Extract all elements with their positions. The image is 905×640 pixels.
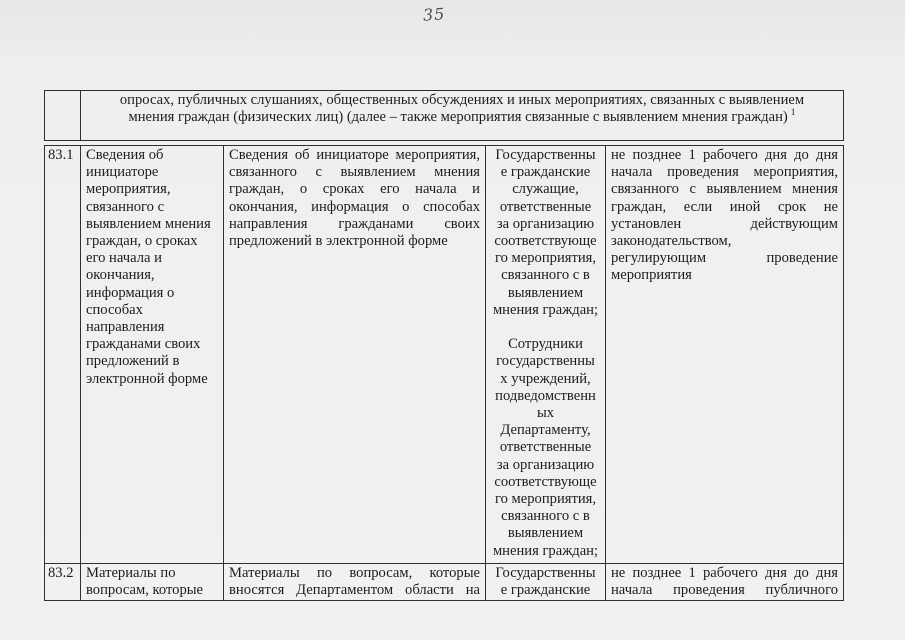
text-line: Государственны	[495, 565, 596, 581]
text-line: начала проведения мероприятия,	[611, 164, 838, 181]
text-line: граждан, о сроках	[86, 233, 198, 250]
text-line: окончания,	[86, 267, 155, 284]
text-line: за организацию	[496, 215, 595, 232]
item-name-cell	[80, 145, 224, 564]
page-number: 35	[422, 4, 446, 25]
text-line: законодательством,	[611, 233, 732, 250]
text-line: служащие,	[512, 181, 579, 198]
text-line: связанного с выявлением мнения	[229, 164, 480, 181]
text-line: х учреждений,	[500, 370, 591, 387]
text-line: ответственные	[499, 439, 592, 456]
description-cell	[223, 563, 486, 601]
text-line: е гражданские	[500, 164, 591, 181]
row-number-cell: 83.1	[44, 145, 81, 564]
text-line: не позднее 1 рабочего дня до дня	[611, 147, 838, 163]
text-line: граждан, о сроках его начала и	[229, 181, 480, 198]
text-line: направления гражданами своих	[229, 215, 480, 232]
text-line: предложений в	[86, 353, 180, 370]
deadline-cell	[605, 145, 844, 564]
header-line: опросах, публичных слушаниях, общественных обсуждениях и иных мероприятиях, связанных с выявлением	[119, 92, 805, 108]
text-line: подведомственн	[495, 387, 596, 404]
text-line: соответствующе	[494, 233, 597, 250]
text-line: связанного с в	[501, 267, 590, 284]
text-line: направления	[86, 319, 165, 336]
text-line: Сведения об	[86, 147, 164, 163]
header-line-text: мнения граждан (физических лиц) (далее – также мероприятия связанные с выявлением мнения граждан)	[128, 109, 788, 126]
text-line: связанного с в	[501, 508, 590, 525]
text-line: Государственны	[495, 147, 596, 163]
row-number-cell: 83.2	[44, 563, 81, 601]
text-line: способах	[86, 301, 143, 318]
text-line: ответственные	[499, 198, 592, 215]
deadline-cell	[605, 563, 844, 601]
text-line: граждан, если иной срок не	[611, 198, 838, 215]
text-line: Сведения об инициаторе мероприятия,	[229, 147, 480, 163]
text-line: Материалы по	[86, 565, 176, 581]
text-line: мнения граждан;	[492, 301, 599, 318]
text-line: Материалы по вопросам, которые	[229, 565, 480, 581]
header-line	[86, 109, 838, 126]
text-line: вносятся Департаментом области на	[229, 582, 480, 599]
responsible-paragraph	[488, 336, 603, 560]
text-line: связанного с выявлением мнения	[611, 181, 838, 198]
text-line: го мероприятия,	[494, 250, 597, 267]
footnote-mark: 1	[790, 108, 796, 119]
responsible-cell	[485, 145, 606, 564]
text-line: установлен действующим	[611, 215, 838, 232]
responsible-paragraph	[488, 565, 603, 599]
text-line: информация о	[86, 284, 175, 301]
text-line: мнения граждан;	[492, 542, 599, 559]
header-number-cell	[44, 90, 81, 141]
text-line: не позднее 1 рабочего дня до дня	[611, 565, 838, 581]
text-line: Департаменту,	[500, 422, 591, 439]
text-line: регулирующим проведение	[611, 250, 838, 267]
text-line: электронной форме	[86, 370, 208, 387]
text-line: гражданами своих	[86, 336, 201, 353]
text-line: е гражданские	[500, 582, 591, 599]
text-line: го мероприятия,	[494, 491, 597, 508]
text-line: выявлением мнения	[86, 215, 211, 232]
text-line: за организацию	[496, 456, 595, 473]
text-line: начала проведения публичного	[611, 582, 838, 599]
text-line: связанного с	[86, 198, 165, 215]
text-line: ых	[536, 405, 555, 422]
text-line: выявлением	[507, 284, 584, 301]
text-line: предложений в электронной форме	[229, 233, 448, 250]
header-continuation-cell	[80, 90, 844, 141]
text-line: инициаторе	[86, 164, 159, 181]
responsible-cell	[485, 563, 606, 601]
text-line: Сотрудники	[508, 336, 583, 353]
text-line: вопросам, которые	[86, 582, 204, 599]
text-line: мероприятия	[611, 267, 692, 284]
text-line: выявлением	[507, 525, 584, 542]
text-line: его начала и	[86, 250, 162, 267]
text-line: мероприятия,	[86, 181, 171, 198]
text-line: окончания, информация о способах	[229, 198, 480, 215]
responsible-paragraph	[488, 147, 603, 319]
text-line: соответствующе	[494, 473, 597, 490]
text-line: государственны	[496, 353, 595, 370]
description-cell	[223, 145, 486, 564]
item-name-cell	[80, 563, 224, 601]
